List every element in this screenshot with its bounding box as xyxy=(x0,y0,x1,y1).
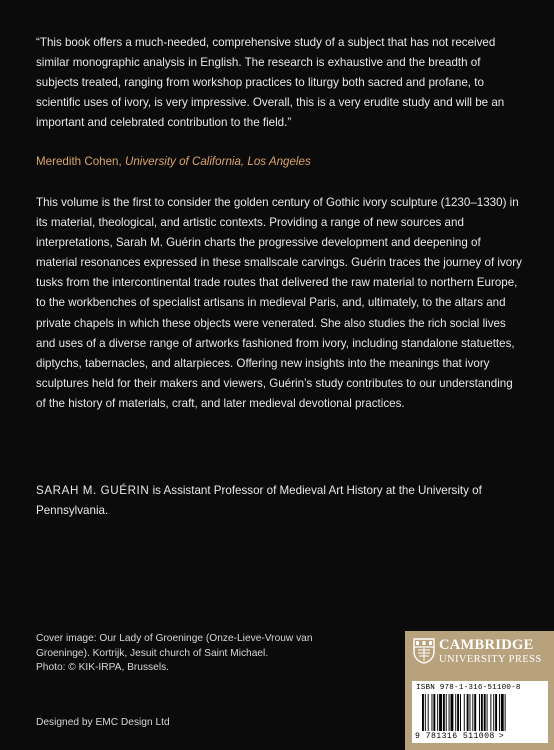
barcode-bar xyxy=(428,694,429,731)
barcode-bar xyxy=(472,694,473,731)
isbn-label: ISBN 978-1-316-51100-8 xyxy=(416,684,521,692)
barcode-bar xyxy=(501,694,504,731)
endorsement-quote: “This book offers a much-needed, comprehensive study of a subject that has not received similar monographic analysis in English. The research is exhaustive and the breadth of subjects treated, ranging from workshop practices to liturgy both sacred and profane, to scientific uses of ivory, is very impressive. Overall, this is a very erudite study and will be an important and celebrated contribution to the field.” xyxy=(36,36,505,130)
university-crest-icon xyxy=(413,638,435,664)
barcode-bar xyxy=(495,694,497,731)
endorser-name: Meredith Cohen, xyxy=(36,155,122,168)
endorser-affiliation: University of California, Los Angeles xyxy=(124,155,311,168)
barcode-bar xyxy=(446,694,447,731)
barcode-bar xyxy=(481,694,483,731)
barcode-bar xyxy=(464,694,465,731)
designer-credit: Designed by EMC Design Ltd xyxy=(36,717,170,728)
cover-credit-caption: Cover image: Our Lady of Groeninge (Onze-Lieve-Vrouw van Groeninge). Kortrijk, Jesuit church of Saint Michael. xyxy=(36,633,313,659)
barcode-bar xyxy=(460,694,461,731)
author-name: SARAH M. GUÉRIN xyxy=(36,484,150,497)
barcode-bar xyxy=(439,694,442,731)
publisher-name: CAMBRIDGE xyxy=(439,637,534,653)
barcode-bar xyxy=(493,694,494,731)
barcode-bar xyxy=(490,694,491,731)
barcode-bar xyxy=(432,694,433,731)
barcode-bar xyxy=(422,694,424,731)
barcode-bar xyxy=(484,694,486,731)
barcode-bar xyxy=(451,694,454,731)
book-description: This volume is the first to consider the golden century of Gothic ivory sculpture (1230–1330) in its material, theological, and artistic contexts. Providing a range of new sources and interpretations, Sarah M. Guérin charts the progressive development and deepening of material resonances expressed in these smallscale carvings. Guérin traces the journey of ivory tusks from the intercontinental trade routes that delivered the raw material to northern Europe, to the workbenches of specialist artisans in medieval Paris, and, ultimately, to the altars and private chapels in which these objects were venerated. She also studies the rich social lives and uses of a diverse range of artworks fashioned from ivory, including standalone statuettes, diptychs, tabernacles, and altarpieces. Offering new insights into the meanings that ivory sculptures held for their makers and viewers, Guérin’s study contributes to our understanding of the history of materials, craft, and later medieval devotional practices. xyxy=(36,196,522,410)
endorsement-attribution xyxy=(36,152,522,172)
author-bio xyxy=(36,481,522,521)
barcode-bar xyxy=(474,694,476,731)
barcode-digits-text: 9 781316 511008 xyxy=(415,732,495,741)
barcode-bar xyxy=(455,694,456,731)
isbn-barcode xyxy=(412,681,548,743)
barcode-bar xyxy=(457,694,459,731)
cover-credit-photo: Photo: © KIK-IRPA, Brussels. xyxy=(36,662,170,674)
cover-image-credit xyxy=(36,632,336,676)
author-bio-text: is Assistant Professor of Medieval Art History at the University of Pennsylvania. xyxy=(36,484,482,517)
barcode-bar xyxy=(425,694,426,731)
barcode-bar xyxy=(470,694,471,731)
barcode-bar xyxy=(467,694,469,731)
barcode-bar xyxy=(433,694,435,731)
barcode-bar xyxy=(449,694,450,731)
barcode-digits xyxy=(415,732,504,741)
barcode-bar xyxy=(505,694,506,731)
barcode-bar xyxy=(479,694,480,731)
barcode-bar xyxy=(499,694,500,731)
barcode-bar xyxy=(487,694,488,731)
barcode-bar xyxy=(437,694,438,731)
barcode-addon: > xyxy=(498,732,505,741)
publisher-press: UNIVERSITY PRESS xyxy=(439,654,542,665)
barcode-bar xyxy=(443,694,445,731)
